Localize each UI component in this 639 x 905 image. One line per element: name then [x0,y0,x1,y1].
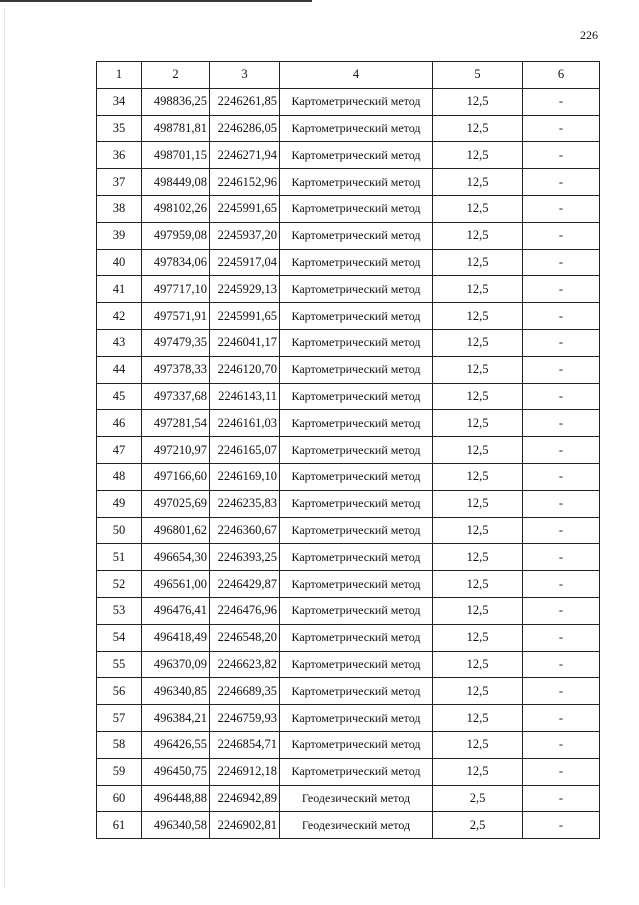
y-coordinate-cell: 2246623,82 [210,651,280,678]
table-row [97,624,600,651]
accuracy-cell: 2,5 [433,812,523,839]
y-coordinate-cell: 2246165,07 [210,437,280,464]
point-number-cell: 48 [97,463,142,490]
y-coordinate-cell: 2245991,65 [210,195,280,222]
x-coordinate-cell: 496340,58 [142,812,210,839]
note-cell: - [523,490,600,517]
x-coordinate-cell: 496801,62 [142,517,210,544]
point-number-cell: 54 [97,624,142,651]
table-row [97,195,600,222]
header-cell-2: 2 [142,62,210,89]
y-coordinate-cell: 2245929,13 [210,276,280,303]
method-cell: Картометрический метод [280,624,433,651]
method-cell: Картометрический метод [280,276,433,303]
method-cell: Картометрический метод [280,88,433,115]
note-cell: - [523,597,600,624]
y-coordinate-cell: 2246429,87 [210,571,280,598]
accuracy-cell: 12,5 [433,222,523,249]
accuracy-cell: 12,5 [433,356,523,383]
header-cell-4: 4 [280,62,433,89]
x-coordinate-cell: 497717,10 [142,276,210,303]
x-coordinate-cell: 496450,75 [142,758,210,785]
table-row [97,651,600,678]
y-coordinate-cell: 2246759,93 [210,705,280,732]
table-row [97,249,600,276]
table-row [97,490,600,517]
y-coordinate-cell: 2246152,96 [210,169,280,196]
accuracy-cell: 12,5 [433,303,523,330]
point-number-cell: 45 [97,383,142,410]
accuracy-cell: 12,5 [433,705,523,732]
accuracy-cell: 12,5 [433,463,523,490]
accuracy-cell: 12,5 [433,169,523,196]
point-number-cell: 52 [97,571,142,598]
table-row [97,812,600,839]
y-coordinate-cell: 2246161,03 [210,410,280,437]
method-cell: Картометрический метод [280,437,433,464]
note-cell: - [523,731,600,758]
point-number-cell: 47 [97,437,142,464]
accuracy-cell: 12,5 [433,115,523,142]
method-cell: Картометрический метод [280,329,433,356]
point-number-cell: 60 [97,785,142,812]
accuracy-cell: 12,5 [433,249,523,276]
x-coordinate-cell: 496418,49 [142,624,210,651]
method-cell: Картометрический метод [280,115,433,142]
note-cell: - [523,517,600,544]
point-number-cell: 61 [97,812,142,839]
point-number-cell: 42 [97,303,142,330]
y-coordinate-cell: 2246143,11 [210,383,280,410]
y-coordinate-cell: 2246476,96 [210,597,280,624]
header-cell-1: 1 [97,62,142,89]
point-number-cell: 34 [97,88,142,115]
table-row [97,463,600,490]
point-number-cell: 36 [97,142,142,169]
y-coordinate-cell: 2246261,85 [210,88,280,115]
x-coordinate-cell: 497166,60 [142,463,210,490]
note-cell: - [523,249,600,276]
accuracy-cell: 12,5 [433,276,523,303]
note-cell: - [523,303,600,330]
table-row [97,303,600,330]
method-cell: Картометрический метод [280,758,433,785]
table-body [97,62,600,839]
note-cell: - [523,142,600,169]
point-number-cell: 57 [97,705,142,732]
note-cell: - [523,758,600,785]
note-cell: - [523,571,600,598]
method-cell: Картометрический метод [280,517,433,544]
note-cell: - [523,195,600,222]
note-cell: - [523,651,600,678]
method-cell: Геодезический метод [280,785,433,812]
x-coordinate-cell: 498449,08 [142,169,210,196]
method-cell: Картометрический метод [280,410,433,437]
table-row [97,785,600,812]
method-cell: Картометрический метод [280,222,433,249]
accuracy-cell: 12,5 [433,624,523,651]
table-row [97,597,600,624]
table-row [97,329,600,356]
y-coordinate-cell: 2246169,10 [210,463,280,490]
accuracy-cell: 12,5 [433,329,523,356]
point-number-cell: 46 [97,410,142,437]
method-cell: Картометрический метод [280,383,433,410]
note-cell: - [523,812,600,839]
point-number-cell: 38 [97,195,142,222]
note-cell: - [523,410,600,437]
note-cell: - [523,88,600,115]
method-cell: Картометрический метод [280,571,433,598]
accuracy-cell: 12,5 [433,758,523,785]
method-cell: Картометрический метод [280,678,433,705]
y-coordinate-cell: 2245937,20 [210,222,280,249]
note-cell: - [523,544,600,571]
x-coordinate-cell: 498781,81 [142,115,210,142]
y-coordinate-cell: 2245991,65 [210,303,280,330]
note-cell: - [523,169,600,196]
point-number-cell: 58 [97,731,142,758]
y-coordinate-cell: 2246360,67 [210,517,280,544]
x-coordinate-cell: 496448,88 [142,785,210,812]
accuracy-cell: 12,5 [433,410,523,437]
point-number-cell: 44 [97,356,142,383]
table-row [97,731,600,758]
page-number: 226 [580,28,598,42]
x-coordinate-cell: 498836,25 [142,88,210,115]
accuracy-cell: 12,5 [433,490,523,517]
table-row [97,517,600,544]
accuracy-cell: 2,5 [433,785,523,812]
note-cell: - [523,437,600,464]
method-cell: Геодезический метод [280,812,433,839]
point-number-cell: 55 [97,651,142,678]
y-coordinate-cell: 2246286,05 [210,115,280,142]
method-cell: Картометрический метод [280,142,433,169]
header-cell-3: 3 [210,62,280,89]
y-coordinate-cell: 2246854,71 [210,731,280,758]
table-row [97,678,600,705]
point-number-cell: 39 [97,222,142,249]
note-cell: - [523,678,600,705]
table-row [97,544,600,571]
method-cell: Картометрический метод [280,463,433,490]
x-coordinate-cell: 496426,55 [142,731,210,758]
note-cell: - [523,329,600,356]
note-cell: - [523,276,600,303]
method-cell: Картометрический метод [280,651,433,678]
x-coordinate-cell: 496654,30 [142,544,210,571]
accuracy-cell: 12,5 [433,195,523,222]
note-cell: - [523,115,600,142]
x-coordinate-cell: 497959,08 [142,222,210,249]
x-coordinate-cell: 496340,85 [142,678,210,705]
method-cell: Картометрический метод [280,544,433,571]
x-coordinate-cell: 498102,26 [142,195,210,222]
accuracy-cell: 12,5 [433,437,523,464]
y-coordinate-cell: 2246271,94 [210,142,280,169]
x-coordinate-cell: 497337,68 [142,383,210,410]
y-coordinate-cell: 2246041,17 [210,329,280,356]
point-number-cell: 40 [97,249,142,276]
note-cell: - [523,624,600,651]
method-cell: Картометрический метод [280,731,433,758]
accuracy-cell: 12,5 [433,678,523,705]
note-cell: - [523,785,600,812]
table-row [97,758,600,785]
x-coordinate-cell: 497378,33 [142,356,210,383]
point-number-cell: 41 [97,276,142,303]
accuracy-cell: 12,5 [433,383,523,410]
table-row [97,437,600,464]
point-number-cell: 59 [97,758,142,785]
accuracy-cell: 12,5 [433,88,523,115]
method-cell: Картометрический метод [280,303,433,330]
x-coordinate-cell: 497210,97 [142,437,210,464]
point-number-cell: 51 [97,544,142,571]
coordinates-table [96,61,600,839]
table-row [97,410,600,437]
y-coordinate-cell: 2246942,89 [210,785,280,812]
table-row [97,276,600,303]
accuracy-cell: 12,5 [433,142,523,169]
x-coordinate-cell: 496370,09 [142,651,210,678]
scan-edge [4,8,5,888]
table-row [97,222,600,249]
table-row [97,356,600,383]
x-coordinate-cell: 497571,91 [142,303,210,330]
point-number-cell: 53 [97,597,142,624]
note-cell: - [523,383,600,410]
x-coordinate-cell: 498701,15 [142,142,210,169]
note-cell: - [523,463,600,490]
header-cell-5: 5 [433,62,523,89]
x-coordinate-cell: 496384,21 [142,705,210,732]
y-coordinate-cell: 2246393,25 [210,544,280,571]
note-cell: - [523,222,600,249]
table-row [97,142,600,169]
x-coordinate-cell: 497025,69 [142,490,210,517]
method-cell: Картометрический метод [280,597,433,624]
y-coordinate-cell: 2245917,04 [210,249,280,276]
point-number-cell: 50 [97,517,142,544]
y-coordinate-cell: 2246548,20 [210,624,280,651]
accuracy-cell: 12,5 [433,544,523,571]
header-cell-6: 6 [523,62,600,89]
accuracy-cell: 12,5 [433,651,523,678]
method-cell: Картометрический метод [280,705,433,732]
y-coordinate-cell: 2246689,35 [210,678,280,705]
x-coordinate-cell: 496561,00 [142,571,210,598]
accuracy-cell: 12,5 [433,517,523,544]
point-number-cell: 56 [97,678,142,705]
table-row [97,115,600,142]
x-coordinate-cell: 497834,06 [142,249,210,276]
accuracy-cell: 12,5 [433,571,523,598]
point-number-cell: 43 [97,329,142,356]
method-cell: Картометрический метод [280,249,433,276]
y-coordinate-cell: 2246120,70 [210,356,280,383]
note-cell: - [523,705,600,732]
top-rule [0,0,312,2]
method-cell: Картометрический метод [280,356,433,383]
x-coordinate-cell: 497281,54 [142,410,210,437]
table-row [97,571,600,598]
accuracy-cell: 12,5 [433,597,523,624]
note-cell: - [523,356,600,383]
table-row [97,705,600,732]
table-header-row [97,62,600,89]
method-cell: Картометрический метод [280,195,433,222]
y-coordinate-cell: 2246902,81 [210,812,280,839]
x-coordinate-cell: 496476,41 [142,597,210,624]
table-row [97,169,600,196]
table-row [97,383,600,410]
point-number-cell: 49 [97,490,142,517]
method-cell: Картометрический метод [280,169,433,196]
x-coordinate-cell: 497479,35 [142,329,210,356]
y-coordinate-cell: 2246235,83 [210,490,280,517]
y-coordinate-cell: 2246912,18 [210,758,280,785]
method-cell: Картометрический метод [280,490,433,517]
point-number-cell: 35 [97,115,142,142]
accuracy-cell: 12,5 [433,731,523,758]
table-row [97,88,600,115]
point-number-cell: 37 [97,169,142,196]
